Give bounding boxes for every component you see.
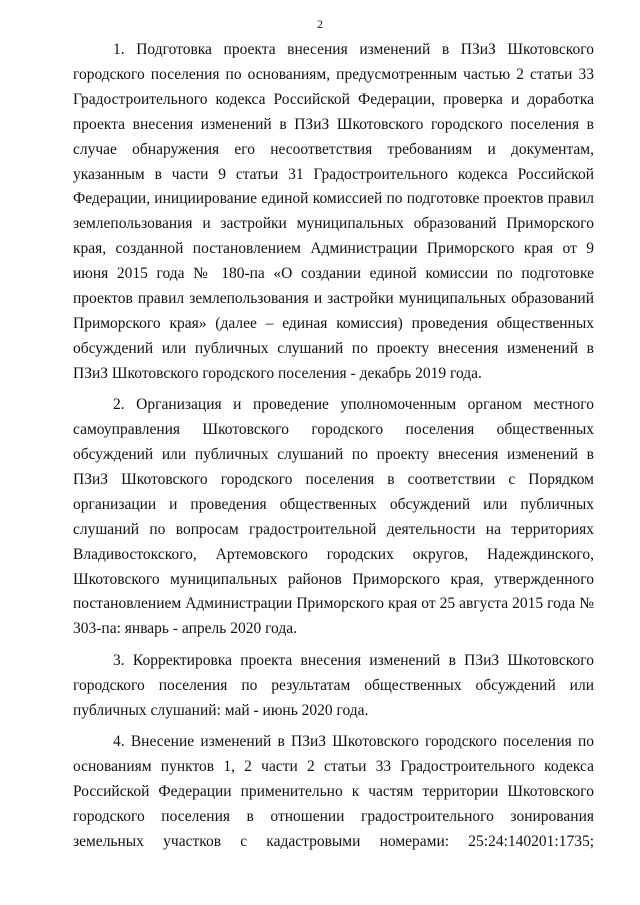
paragraph-2: 2. Организация и проведение уполномоченным органом местного самоуправления Шкотовского городского поселения общественных обсуждений или публичных слушаний по проекту внесения изменений в ПЗиЗ Шкотовского городского поселения в соответствии с Порядком организации и проведения общественных обсуждений или публичных слушаний по вопросам градостроительной деятельности на территориях Владивостокского, Артемовского городских округов, Надеждинского, Шкотовского муниципальных районов Приморского края, утвержденного постановлением Администрации Приморского края от 25 августа 2015 года № 303-па: январь - апрель 2020 года. [73,396,594,638]
paragraph-1: 1. Подготовка проекта внесения изменений в ПЗиЗ Шкотовского городского поселения по основаниям, предусмотренным частью 2 статьи 33 Градостроительного кодекса Российской Федерации, проверка и доработка проекта внесения изменений в ПЗиЗ Шкотовского городского поселения в случае обнаружения его несоответствия требованиям и документам, указанным в части 9 статьи 31 Градостроительного кодекса Российской Федерации, инициирование единой комиссией по подготовке проектов правил землепользования и застройки муниципальных образований Приморского края, созданной постановлением Администрации Приморского края от 9 июня 2015 года № 180-па «О создании единой комиссии по подготовке проектов правил землепользования и застройки муниципальных образований Приморского края» (далее – единая комиссия) проведения общественных обсуждений или публичных слушаний по проекту внесения изменений в ПЗиЗ Шкотовского городского поселения - декабрь 2019 года. [73,41,594,382]
page-number: 2 [317,17,323,31]
paragraph-3: 3. Корректировка проекта внесения изменений в ПЗиЗ Шкотовского городского поселения по результатам общественных обсуждений или публичных слушаний: май - июнь 2020 года. [73,651,594,719]
paragraph-4: 4. Внесение изменений в ПЗиЗ Шкотовского городского поселения по основаниям пунктов 1, 2 части 2 статьи 33 Градостроительного кодекса Российской Федерации применительно к частям территории Шкотовского городского поселения в отношении градостроительного зонирования земельных участков с кадастровыми номерами: 25:24:140201:1735; [73,732,594,850]
document-body [73,38,594,861]
